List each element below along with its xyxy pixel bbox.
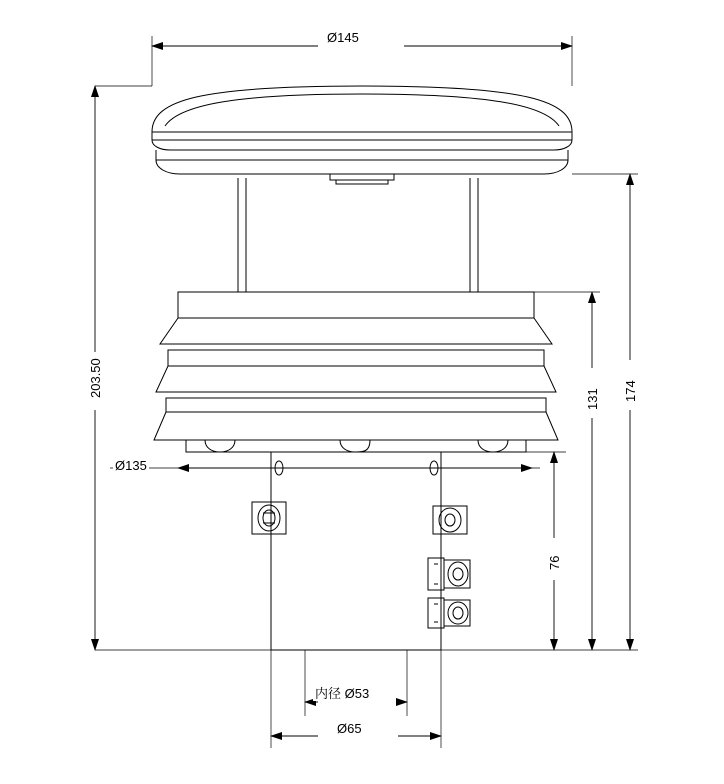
right-connector-mid [428,558,470,590]
label-inner-diameter-53: 内径 Ø53 [315,686,370,701]
label-diameter-65: Ø65 [337,721,362,736]
lower-body [271,452,441,650]
label-diameter-135: Ø135 [115,458,147,473]
label-height-76: 76 [547,555,562,570]
cap-lower-rim [156,150,568,184]
label-total-height: 203.50 [88,358,103,398]
label-top-diameter: Ø145 [327,30,359,45]
left-connector [252,502,286,534]
right-connector-top [433,506,467,534]
label-height-174: 174 [623,380,638,402]
label-height-131: 131 [585,388,600,410]
support-arms [238,178,478,292]
radiation-shield [154,292,558,440]
top-cap-outline [152,86,572,150]
right-connector-bottom [428,598,470,628]
base-plate [186,440,526,475]
